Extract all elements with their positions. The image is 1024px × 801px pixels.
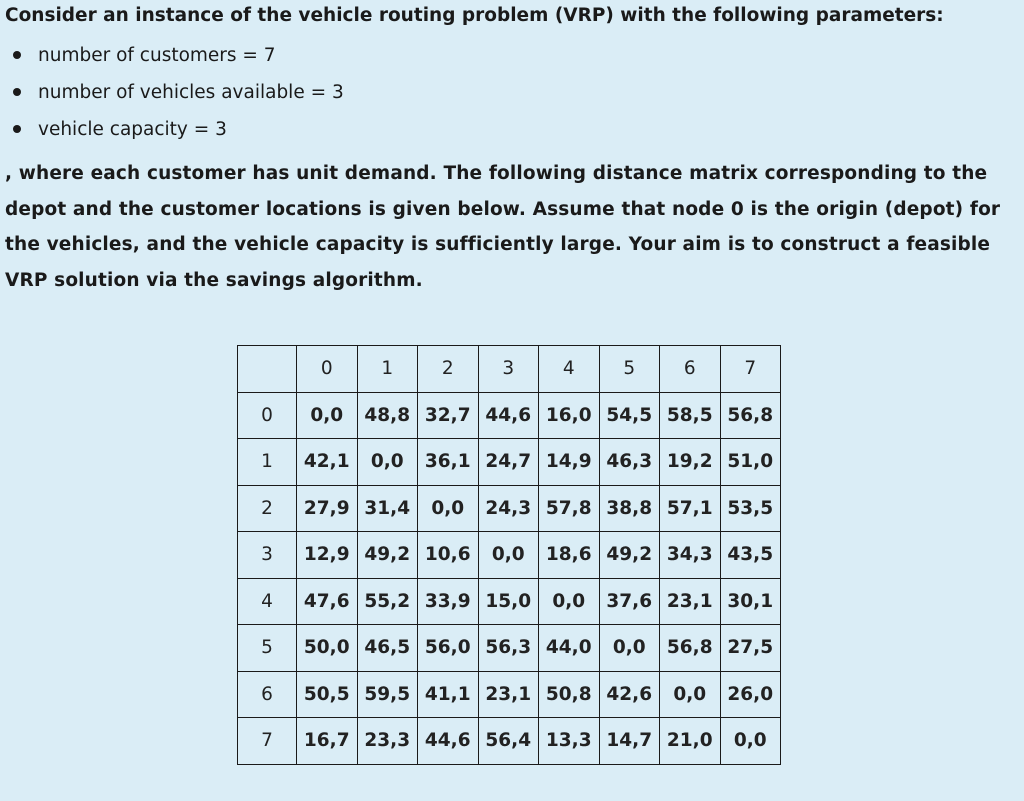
matrix-cell: 21,0 [660, 718, 721, 765]
matrix-cell: 0,0 [720, 718, 781, 765]
matrix-cell: 0,0 [357, 439, 418, 486]
matrix-row-header: 0 [238, 392, 297, 439]
matrix-cell: 57,1 [660, 485, 721, 532]
matrix-cell: 16,0 [539, 392, 600, 439]
matrix-cell: 53,5 [720, 485, 781, 532]
matrix-column-header: 1 [357, 346, 418, 393]
distance-matrix [237, 345, 781, 765]
matrix-cell: 26,0 [720, 671, 781, 718]
matrix-cell: 48,8 [357, 392, 418, 439]
matrix-cell: 24,3 [478, 485, 539, 532]
matrix-corner-cell [238, 346, 297, 393]
matrix-row [238, 439, 781, 486]
matrix-cell: 50,8 [539, 671, 600, 718]
matrix-cell: 49,2 [357, 532, 418, 579]
matrix-cell: 44,0 [539, 625, 600, 672]
matrix-row [238, 718, 781, 765]
parameter-item [5, 74, 1017, 111]
parameter-list [5, 37, 1017, 148]
matrix-row [238, 671, 781, 718]
matrix-row [238, 392, 781, 439]
matrix-cell: 15,0 [478, 578, 539, 625]
matrix-cell: 13,3 [539, 718, 600, 765]
matrix-cell: 23,3 [357, 718, 418, 765]
matrix-cell: 57,8 [539, 485, 600, 532]
matrix-cell: 27,5 [720, 625, 781, 672]
matrix-cell: 32,7 [418, 392, 479, 439]
matrix-cell: 0,0 [418, 485, 479, 532]
matrix-cell: 33,9 [418, 578, 479, 625]
parameter-text: number of customers = 7 [38, 45, 276, 66]
matrix-row [238, 625, 781, 672]
matrix-row-header: 1 [238, 439, 297, 486]
parameter-text: vehicle capacity = 3 [38, 119, 227, 140]
matrix-cell: 44,6 [418, 718, 479, 765]
matrix-cell: 0,0 [539, 578, 600, 625]
matrix-cell: 44,6 [478, 392, 539, 439]
matrix-cell: 54,5 [599, 392, 660, 439]
matrix-cell: 14,9 [539, 439, 600, 486]
matrix-cell: 42,1 [297, 439, 358, 486]
matrix-column-header: 3 [478, 346, 539, 393]
matrix-cell: 56,8 [660, 625, 721, 672]
matrix-cell: 31,4 [357, 485, 418, 532]
matrix-cell: 18,6 [539, 532, 600, 579]
matrix-cell: 46,3 [599, 439, 660, 486]
matrix-cell: 10,6 [418, 532, 479, 579]
matrix-cell: 0,0 [660, 671, 721, 718]
distance-matrix-body [238, 346, 781, 765]
matrix-cell: 37,6 [599, 578, 660, 625]
matrix-cell: 42,6 [599, 671, 660, 718]
matrix-cell: 47,6 [297, 578, 358, 625]
parameter-item [5, 111, 1017, 148]
matrix-row-header: 3 [238, 532, 297, 579]
matrix-cell: 0,0 [478, 532, 539, 579]
matrix-row-header: 5 [238, 625, 297, 672]
matrix-cell: 51,0 [720, 439, 781, 486]
bullet-icon [13, 125, 21, 133]
matrix-cell: 0,0 [297, 392, 358, 439]
matrix-cell: 23,1 [478, 671, 539, 718]
matrix-cell: 14,7 [599, 718, 660, 765]
matrix-cell: 56,4 [478, 718, 539, 765]
matrix-cell: 36,1 [418, 439, 479, 486]
matrix-column-header: 5 [599, 346, 660, 393]
matrix-cell: 30,1 [720, 578, 781, 625]
matrix-cell: 24,7 [478, 439, 539, 486]
matrix-cell: 41,1 [418, 671, 479, 718]
matrix-cell: 27,9 [297, 485, 358, 532]
matrix-cell: 23,1 [660, 578, 721, 625]
matrix-cell: 16,7 [297, 718, 358, 765]
matrix-cell: 55,2 [357, 578, 418, 625]
matrix-column-header: 7 [720, 346, 781, 393]
matrix-cell: 56,3 [478, 625, 539, 672]
matrix-cell: 12,9 [297, 532, 358, 579]
matrix-cell: 50,5 [297, 671, 358, 718]
matrix-cell: 46,5 [357, 625, 418, 672]
bullet-icon [13, 51, 21, 59]
matrix-cell: 43,5 [720, 532, 781, 579]
matrix-column-header: 6 [660, 346, 721, 393]
matrix-row-header: 7 [238, 718, 297, 765]
matrix-header-row [238, 346, 781, 393]
matrix-column-header: 0 [297, 346, 358, 393]
matrix-cell: 49,2 [599, 532, 660, 579]
matrix-cell: 58,5 [660, 392, 721, 439]
matrix-row [238, 532, 781, 579]
document-body [5, 0, 1017, 298]
matrix-column-header: 2 [418, 346, 479, 393]
matrix-row [238, 485, 781, 532]
matrix-column-header: 4 [539, 346, 600, 393]
parameter-item [5, 37, 1017, 74]
matrix-cell: 0,0 [599, 625, 660, 672]
matrix-cell: 50,0 [297, 625, 358, 672]
parameter-text: number of vehicles available = 3 [38, 82, 344, 103]
matrix-row-header: 4 [238, 578, 297, 625]
bullet-icon [13, 88, 21, 96]
problem-intro: Consider an instance of the vehicle routing problem (VRP) with the following parameters: [5, 5, 944, 26]
matrix-row-header: 6 [238, 671, 297, 718]
matrix-cell: 34,3 [660, 532, 721, 579]
matrix-cell: 56,8 [720, 392, 781, 439]
matrix-cell: 38,8 [599, 485, 660, 532]
matrix-cell: 19,2 [660, 439, 721, 486]
matrix-cell: 59,5 [357, 671, 418, 718]
matrix-row [238, 578, 781, 625]
problem-description: , where each customer has unit demand. The following distance matrix corresponding to the depot and the customer locations is given below. Assume that node 0 is the origin (depot) for the vehicles, and the vehicle capacity is sufficiently large. Your aim is to construct a feasible VRP solution via the savings algorithm. [5, 163, 1001, 291]
matrix-cell: 56,0 [418, 625, 479, 672]
matrix-row-header: 2 [238, 485, 297, 532]
